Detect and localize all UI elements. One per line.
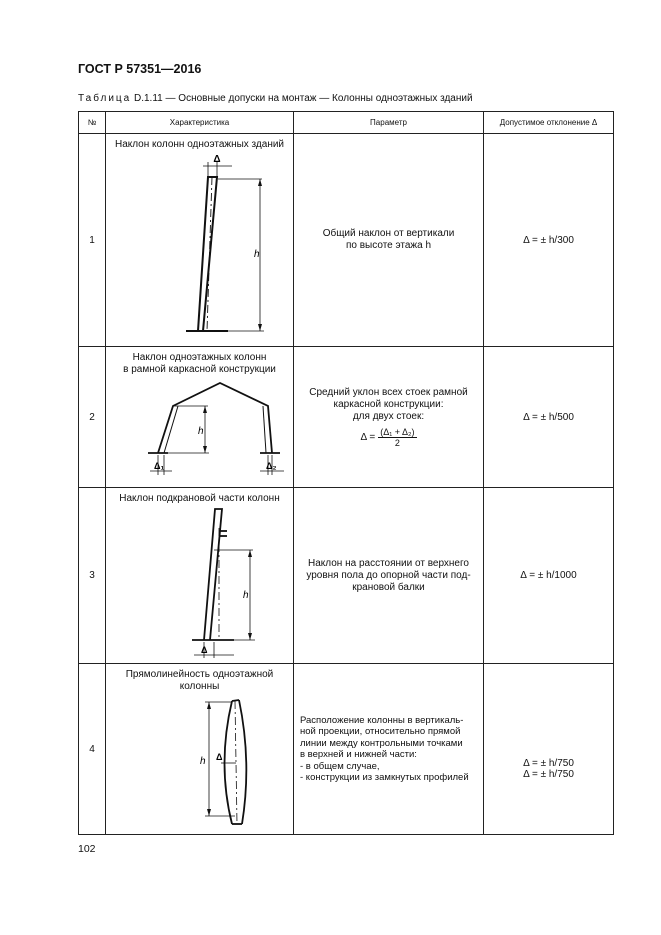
caption-title: — Основные допуски на монтаж — Колонны одноэтажных зданий [165, 93, 473, 104]
parameter-line: по высоте этажа h [345, 240, 432, 251]
parameter-line: Общий наклон от вертикали [322, 228, 455, 239]
parameter-cell [294, 134, 484, 347]
parameter-cell [294, 347, 484, 488]
parameter-line: - конструкции из замкнутых профилей [300, 772, 469, 783]
characteristic-cell [106, 664, 294, 835]
caption-prefix: Таблица [78, 93, 132, 104]
parameter-line: Средний уклон всех стоек рамной [309, 386, 468, 398]
parameter-line: Расположение колонны в вертикаль- [300, 714, 464, 726]
table-row [79, 488, 614, 664]
characteristic-line: Прямолинейность одноэтажной [125, 669, 274, 680]
tolerance-cell: Δ = ± h/1000 [484, 488, 614, 664]
formula-denominator: 2 [394, 437, 400, 448]
tolerance-cell: Δ = ± h/500 [484, 347, 614, 488]
tolerance-table [78, 111, 614, 835]
parameter-cell [294, 664, 484, 835]
straightness-figure [106, 664, 294, 835]
parameter-line: крановой балки [352, 581, 425, 593]
delta-label: Δ [201, 645, 208, 655]
characteristic-line: колонны [179, 681, 220, 692]
characteristic-cell [106, 488, 294, 664]
tolerance-line: Δ = ± h/750 [523, 769, 574, 780]
table-row [79, 134, 614, 347]
table-header-row [79, 112, 614, 134]
table-caption [78, 93, 473, 104]
col-header-parameter: Параметр [294, 112, 484, 134]
row-number: 4 [79, 664, 106, 835]
column-tilt-figure [106, 134, 294, 347]
parameter-line: каркасной конструкции: [333, 398, 444, 410]
table-row [79, 347, 614, 488]
table-row [79, 664, 614, 835]
formula-numerator: (Δ₁ + Δ₂) [380, 426, 415, 437]
parameter-line: линии между контрольными точками [300, 737, 463, 749]
delta1-label: Δ₁ [154, 461, 165, 471]
parameter-line: ной проекции, относительно прямой [300, 726, 461, 737]
characteristic-cell [106, 347, 294, 488]
characteristic-line: в рамной каркасной конструкции [123, 364, 276, 375]
crane-column-figure [106, 488, 294, 664]
h-label: h [243, 590, 249, 601]
row-number: 2 [79, 347, 106, 488]
formula [360, 427, 416, 448]
h-label: h [200, 756, 206, 767]
tolerance-cell [484, 664, 614, 835]
delta-label: Δ [216, 752, 223, 762]
formula-lhs: Δ = [360, 431, 376, 443]
characteristic-cell [106, 134, 294, 347]
parameter-line: в верхней и нижней части: [300, 749, 417, 760]
page-number: 102 [78, 843, 96, 855]
formula-fraction [378, 427, 416, 448]
delta-label: Δ [213, 154, 221, 165]
parameter-line: Наклон на расстоянии от верхнего [308, 557, 469, 569]
col-header-characteristic: Характеристика [106, 112, 294, 134]
delta2-label: Δ₂ [266, 461, 277, 471]
characteristic-line: Наклон одноэтажных колонн [132, 352, 267, 363]
tolerance-cell: Δ = ± h/300 [484, 134, 614, 347]
parameter-line: уровня пола до опорной части под- [306, 569, 471, 581]
parameter-cell [294, 488, 484, 664]
col-header-tolerance: Допустимое отклонение Δ [484, 112, 614, 134]
row-number: 1 [79, 134, 106, 347]
characteristic-text: Наклон колонн одноэтажных зданий [114, 139, 285, 150]
h-label: h [198, 426, 204, 437]
h-label: h [254, 249, 260, 260]
tolerance-line: Δ = ± h/750 [523, 758, 574, 769]
parameter-line: - в общем случае, [300, 760, 380, 772]
frame-figure [106, 347, 294, 488]
caption-number: D.1.11 [134, 93, 163, 104]
parameter-line: для двух стоек: [352, 410, 425, 422]
characteristic-text: Наклон подкрановой части колонн [119, 493, 280, 504]
row-number: 3 [79, 488, 106, 664]
col-header-num: № [79, 112, 106, 134]
standard-title: ГОСТ Р 57351—2016 [78, 62, 202, 76]
